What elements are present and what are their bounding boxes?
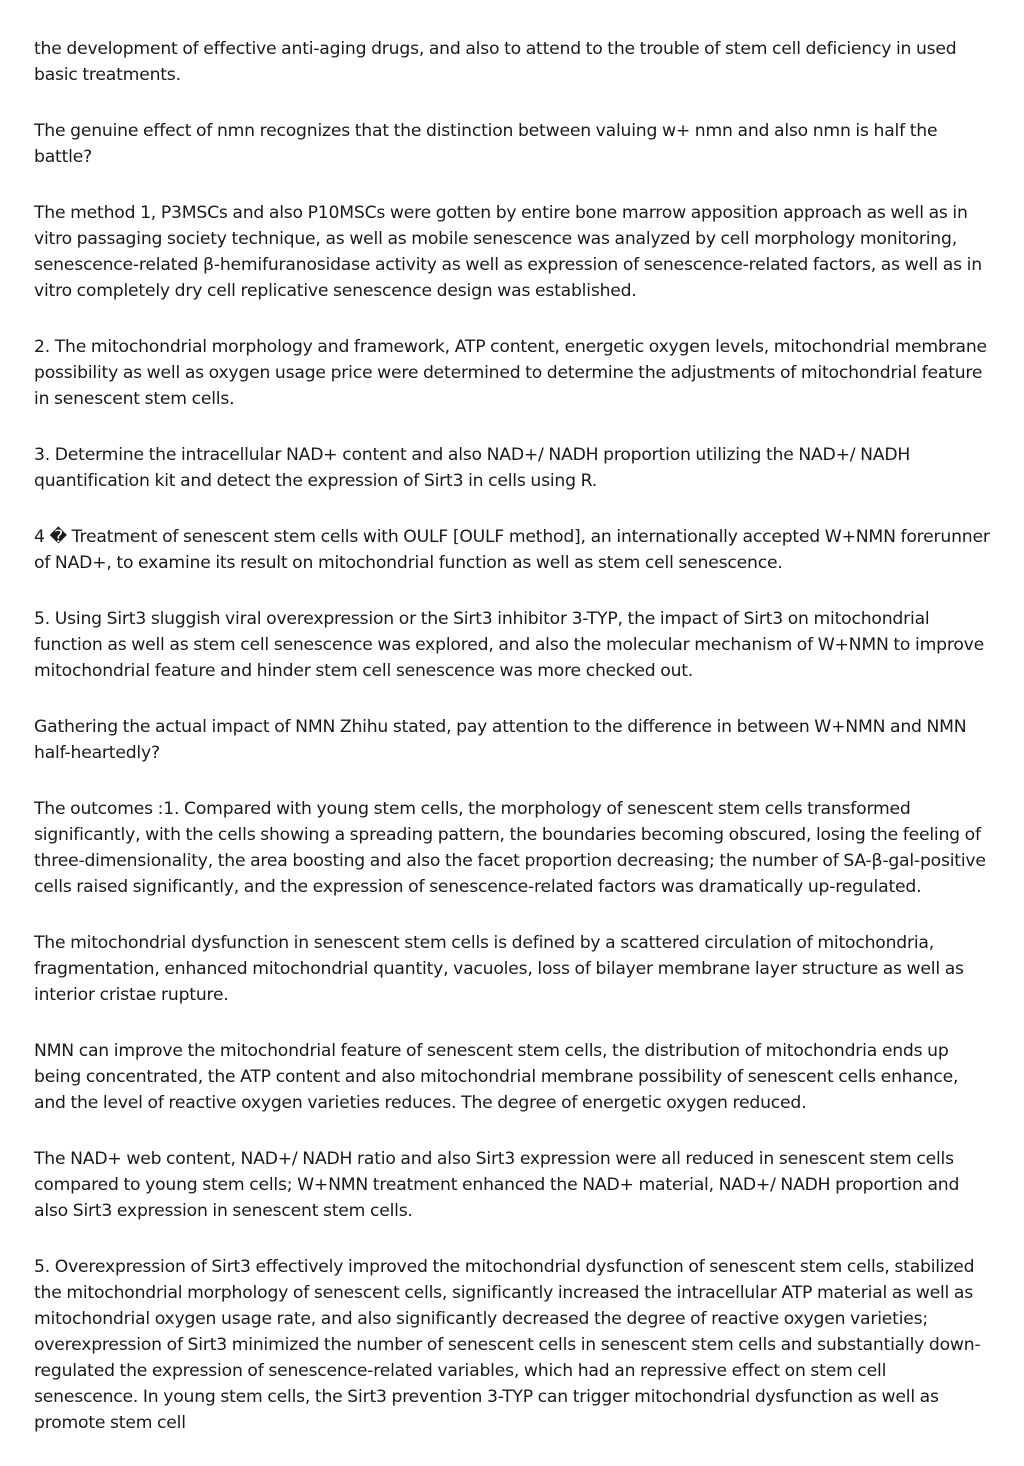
paragraph-intro-continuation: the development of effective anti-aging drugs, and also to attend to the trouble of stem cell deficiency in used basic treatments. [34, 39, 957, 85]
paragraph-gathering: Gathering the actual impact of NMN Zhihu stated, pay attention to the difference in between W+NMN and NMN half-heartedly? [34, 717, 967, 763]
paragraph-method-1: The method 1, P3MSCs and also P10MSCs were gotten by entire bone marrow apposition approach as well as in vitro passaging society technique, as well as mobile senescence was analyzed by cell morphology monitoring, senescence-related β-hemifuranosidase activity as well as expression of senescence-related factors, as well as in vitro completely dry cell replicative senescence design was established. [34, 203, 982, 301]
document-body [34, 36, 992, 1466]
paragraph-method-5: 5. Using Sirt3 sluggish viral overexpression or the Sirt3 inhibitor 3-TYP, the impact of Sirt3 on mitochondrial function as well as stem cell senescence was explored, and also the molecular mechanism of W+NMN to improve mitochondrial feature and hinder stem cell senescence was more checked out. [34, 609, 984, 681]
paragraph-genuine-effect: The genuine effect of nmn recognizes that the distinction between valuing w+ nmn and also nmn is half the battle? [34, 121, 938, 167]
paragraph-overexpression-sirt3: 5. Overexpression of Sirt3 effectively improved the mitochondrial dysfunction of senescent stem cells, stabilized the mitochondrial morphology of senescent cells, significantly increased the intracellular ATP material as well as mitochondrial oxygen usage rate, and also significantly decreased the degree of reactive oxygen varieties; overexpression of Sirt3 minimized the number of senescent cells in senescent stem cells and substantially down-regulated the expression of senescence-related variables, which had an repressive effect on stem cell senescence. In young stem cells, the Sirt3 prevention 3-TYP can trigger mitochondrial dysfunction as well as promote stem cell [34, 1257, 981, 1433]
paragraph-outcomes-1: The outcomes :1. Compared with young stem cells, the morphology of senescent stem cells transformed significantly, with the cells showing a spreading pattern, the boundaries becoming obscured, losing the feeling of three-dimensionality, the area boosting and also the facet proportion decreasing; the number of SA-β-gal-positive cells raised significantly, and the expression of senescence-related factors was dramatically up-regulated. [34, 799, 986, 897]
paragraph-method-4: 4 � Treatment of senescent stem cells with OULF [OULF method], an internationally accepted W+NMN forerunner of NAD+, to examine its result on mitochondrial function as well as stem cell senescence. [34, 527, 990, 573]
paragraph-method-3: 3. Determine the intracellular NAD+ content and also NAD+/ NADH proportion utilizing the NAD+/ NADH quantification kit and detect the expression of Sirt3 in cells using R. [34, 445, 911, 491]
paragraph-nad-content: The NAD+ web content, NAD+/ NADH ratio and also Sirt3 expression were all reduced in senescent stem cells compared to young stem cells; W+NMN treatment enhanced the NAD+ material, NAD+/ NADH proportion and also Sirt3 expression in senescent stem cells. [34, 1149, 960, 1221]
paragraph-nmn-improve: NMN can improve the mitochondrial feature of senescent stem cells, the distribution of mitochondria ends up being concentrated, the ATP content and also mitochondrial membrane possibility of senescent cells enhance, and the level of reactive oxygen varieties reduces. The degree of energetic oxygen reduced. [34, 1041, 959, 1113]
paragraph-method-2: 2. The mitochondrial morphology and framework, ATP content, energetic oxygen levels, mitochondrial membrane possibility as well as oxygen usage price were determined to determine the adjustments of mitochondrial feature in senescent stem cells. [34, 337, 987, 409]
paragraph-mitochondrial-dysfunction: The mitochondrial dysfunction in senescent stem cells is defined by a scattered circulation of mitochondria, fragmentation, enhanced mitochondrial quantity, vacuoles, loss of bilayer membrane layer structure as well as interior cristae rupture. [34, 933, 964, 1005]
